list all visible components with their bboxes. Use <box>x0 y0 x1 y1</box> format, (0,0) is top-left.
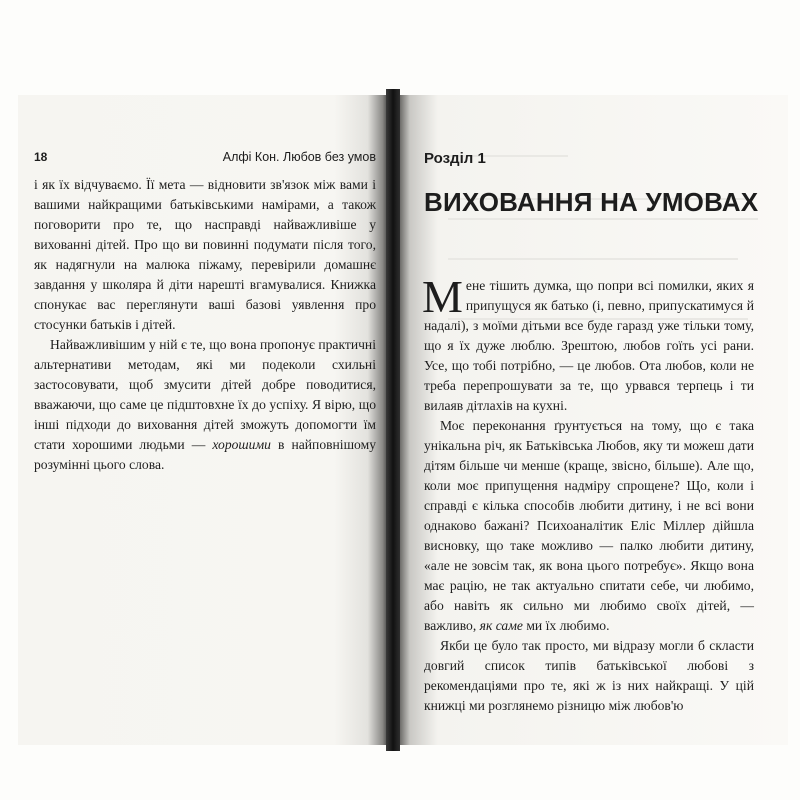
left-page-text <box>34 175 376 475</box>
paragraph: і як їх відчуваємо. Її мета — відновити зв'язок між вами і вашими найкращими батьківськими намірами, а також поговорити про те, що насправді найважливіше у вихованні дітей. Про що ви повинні подумати після того, як надягнули на малюка піжаму, перевірили домашнє завдання у школяра й діти нарешті вгамувалися. Книжка спонукає вас переглянути ваші базові уявлення про стосунки батьків і дітей. <box>34 177 376 332</box>
paragraph-text: в найповнішому розумінні цього слова. <box>34 437 376 472</box>
paragraph <box>34 335 376 475</box>
page-number: 18 <box>34 150 48 164</box>
paragraph-text: ене тішить думка, що попри всі помилки, яких я припущуся як батько (і, певно, припускатимуся й надалі), з моїми дітьми все буде гаразд уже тільки тому, що я їх дуже люблю. Зрештою, любов гоїть усі рани. Усе, що тобі потрібно, — це любов. Ота любов, коли не треба перепрошувати за те, що урвався терпець і ти вилаяв дітлахів на кухні. <box>424 278 754 413</box>
drop-cap: М <box>422 271 463 322</box>
book-gutter <box>386 89 400 751</box>
running-title: Алфі Кон. Любов без умов <box>222 150 376 164</box>
paragraph-text: Найважливішим у ній є те, що вона пропонує практичні альтернативи методам, які ми подеколи схильні застосовувати, щоб змусити дітей добре поводитися, вважаючи, що саме це підштовхне їх до успіху. Я вірю, що інші підходи до виховання дітей зможуть допомогти їм стати хорошими людьми — <box>34 337 376 452</box>
running-head <box>34 150 376 164</box>
paragraph <box>422 271 754 416</box>
emphasis-text: як саме <box>479 618 523 633</box>
chapter-label: Розділ 1 <box>424 150 486 167</box>
paragraph: Якби це було так просто, ми відразу могли б скласти довгий список типів батьківської любові з рекомендаціями про те, які ж із них найкращі. У цій книжці ми розглянемо різницю між любов'ю <box>424 638 754 713</box>
emphasis-text: хорошими <box>212 437 271 452</box>
paragraph-text: ми їх любимо. <box>522 618 610 633</box>
paragraph <box>424 416 754 636</box>
chapter-title: ВИХОВАННЯ НА УМОВАХ <box>424 187 759 217</box>
paragraph-text: Моє переконання ґрунтується на тому, що є така унікальна річ, як Батьківська Любов, яку ти можеш дати дітям більше чи менше (краще, звісно, більше). Але що, коли моє припущення надміру спрощене? Що, коли і справді є кілька способів любити дитину, і не всі вони однаково бажані? Психоаналітик Еліс Міллер дійшла висновку, що таке можливо — палко любити дитину, «але не зовсім так, як вона цього потребує». Якщо вона має рацію, не так актуально спитати себе, чи любимо, або навіть як сильно ми любимо своїх дітей, — важливо, <box>424 418 754 633</box>
right-page-text <box>422 271 754 716</box>
show-through-line <box>448 258 738 260</box>
show-through-line <box>448 218 758 220</box>
